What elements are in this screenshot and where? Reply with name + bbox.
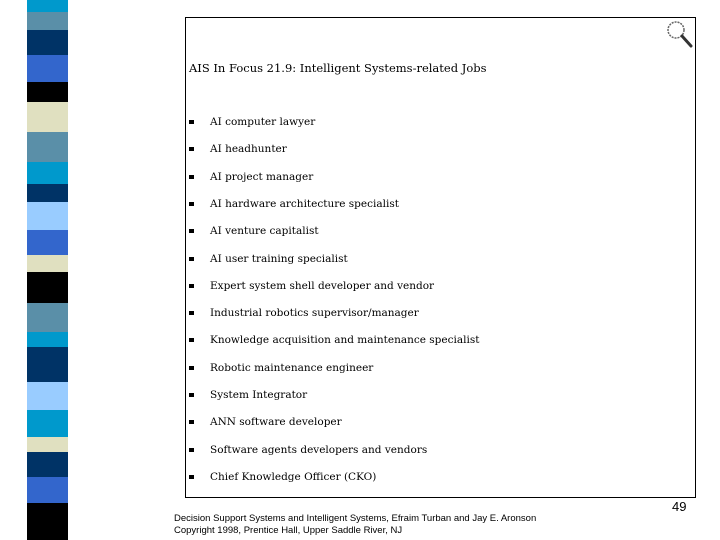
- strip-segment: [27, 82, 68, 102]
- strip-segment: [27, 202, 68, 230]
- strip-segment: [27, 0, 68, 12]
- list-item-label: Chief Knowledge Officer (CKO): [210, 470, 377, 483]
- strip-segment: [27, 12, 68, 30]
- magnifier-icon: [666, 20, 694, 48]
- strip-segment: [27, 382, 68, 410]
- strip-segment: [27, 503, 68, 540]
- strip-segment: [27, 303, 68, 332]
- list-item-label: AI computer lawyer: [210, 116, 316, 128]
- decorative-color-strip: [27, 0, 68, 540]
- page-number: 49: [672, 499, 687, 514]
- strip-segment: [27, 55, 68, 82]
- strip-segment: [27, 30, 68, 55]
- list-item-label: AI user training specialist: [210, 252, 348, 265]
- list-item-label: Software agents developers and vendors: [210, 443, 428, 456]
- list-item-label: AI project manager: [210, 170, 314, 183]
- list-item-label: System Integrator: [210, 389, 308, 401]
- footer-line-2: Copyright 1998, Prentice Hall, Upper Saddle River, NJ: [174, 525, 403, 536]
- strip-segment: [27, 272, 68, 303]
- list-item-label: AI venture capitalist: [210, 225, 319, 238]
- strip-segment: [27, 255, 68, 272]
- strip-segment: [27, 102, 68, 132]
- list-item-label: Robotic maintenance engineer: [210, 361, 374, 374]
- list-item-label: AI hardware architecture specialist: [210, 197, 399, 210]
- footer: [174, 513, 536, 537]
- strip-segment: [27, 230, 68, 255]
- list-item-label: ANN software developer: [210, 416, 342, 429]
- list-item-label: Knowledge acquisition and maintenance specialist: [210, 334, 480, 347]
- list-item-label: Industrial robotics supervisor/manager: [210, 307, 419, 320]
- strip-segment: [27, 477, 68, 503]
- strip-segment: [27, 184, 68, 202]
- strip-segment: [27, 332, 68, 347]
- strip-segment: [27, 452, 68, 477]
- strip-segment: [27, 410, 68, 437]
- list-item-label: AI headhunter: [210, 143, 287, 156]
- strip-segment: [27, 132, 68, 162]
- strip-segment: [27, 347, 68, 382]
- strip-segment: [27, 162, 68, 184]
- strip-segment: [27, 437, 68, 452]
- list-item-label: Expert system shell developer and vendor: [210, 279, 435, 292]
- footer-line-1: Decision Support Systems and Intelligent Systems, Efraim Turban and Jay E. Aronson: [174, 513, 537, 524]
- slide-title: AIS In Focus 21.9: Intelligent Systems-related Jobs: [189, 61, 487, 75]
